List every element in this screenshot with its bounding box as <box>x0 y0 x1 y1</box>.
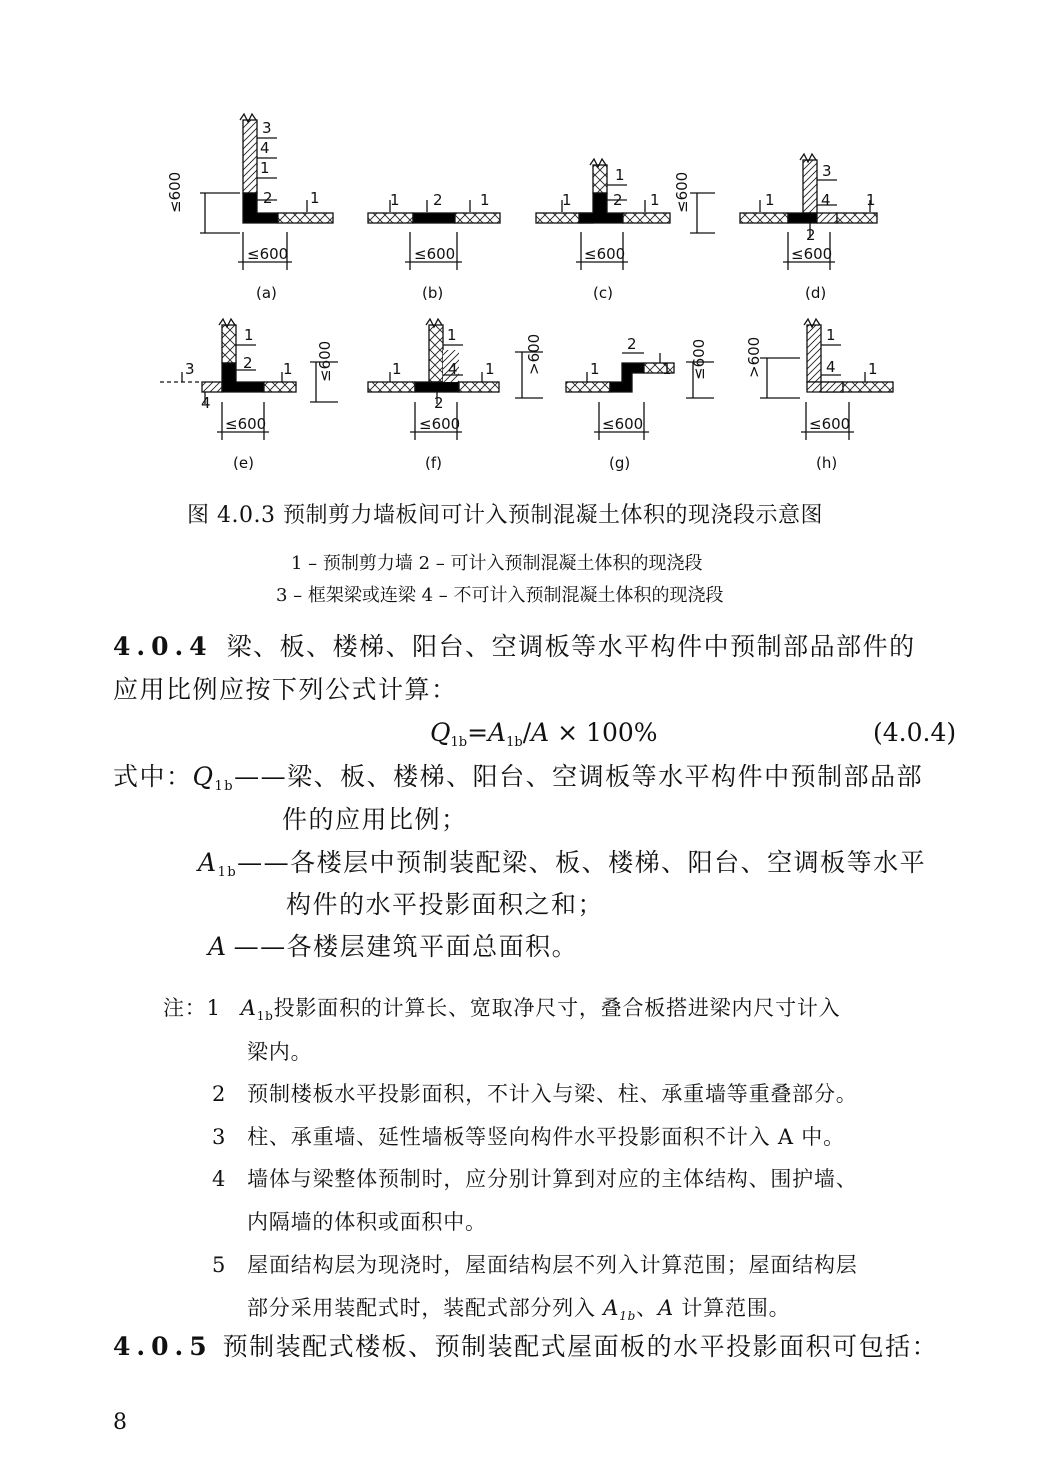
figure-4-0-3 <box>0 0 1058 490</box>
def2-sub: 1b <box>217 865 238 880</box>
formula-a: A <box>531 718 550 747</box>
panel-label-h: (h) <box>816 454 838 472</box>
formula-eq: = <box>467 718 489 747</box>
panel-label-b: (b) <box>422 284 444 302</box>
component-number: 4 <box>821 191 831 209</box>
note-5-sub: 1b <box>619 1309 637 1323</box>
figure-caption: 图 4.0.3 预制剪力墙板间可计入预制混凝土体积的现浇段示意图 <box>187 503 823 528</box>
note-5-text-2c: 计算范围。 <box>673 1296 791 1320</box>
component-number: 3 <box>185 360 195 378</box>
component-number: 1 <box>562 191 572 209</box>
note-1-cont: 梁内。 <box>247 1040 313 1064</box>
component-number: 1 <box>662 360 672 378</box>
component-number: 2 <box>433 191 443 209</box>
dimension-label: ≤600 <box>225 415 267 433</box>
note-5-symbol: A <box>603 1296 620 1320</box>
note-1-symbol: A <box>240 996 257 1020</box>
dimension-label: >600 <box>745 336 763 378</box>
component-number: 1 <box>868 360 878 378</box>
note-5-text-2a: 部分采用装配式时，装配式部分列入 <box>247 1296 604 1320</box>
figure-legend-line-1: 1 – 预制剪力墙 2 – 可计入预制混凝土体积的现浇段 <box>291 553 703 574</box>
panel-label-g: (g) <box>609 454 631 472</box>
note-1 <box>163 992 840 1023</box>
panel-label-d: (d) <box>805 284 827 302</box>
def1-sub: 1b <box>214 779 235 794</box>
panel-label-a: (a) <box>256 284 277 302</box>
dimension-label: ≤600 <box>166 171 184 213</box>
formula-a1b-sub: 1b <box>506 735 523 750</box>
component-number: 1 <box>485 360 495 378</box>
dimension-label: ≤600 <box>673 171 691 213</box>
panel-label-c: (c) <box>593 284 613 302</box>
note-3-text: 柱、承重墙、延性墙板等竖向构件水平投影面积不计入 A 中。 <box>247 1125 845 1149</box>
component-number: 1 <box>447 326 457 344</box>
component-number: 1 <box>826 326 836 344</box>
dimension-label: ≤600 <box>316 340 334 382</box>
dimension-label: >600 <box>525 333 543 375</box>
component-number: 1 <box>866 191 876 209</box>
component-number: 1 <box>480 191 490 209</box>
formula-4-0-4 <box>430 720 658 749</box>
section-4-0-5 <box>113 1334 938 1359</box>
def2-text: ——各楼层中预制装配梁、板、楼梯、阳台、空调板等水平 <box>237 848 927 877</box>
page-number: 8 <box>113 1410 127 1435</box>
notes-prefix: 注： <box>163 996 207 1020</box>
def1-symbol: Q <box>192 762 215 791</box>
figure-legend-line-2: 3 – 框架梁或连梁 4 – 不可计入预制混凝土体积的现浇段 <box>276 585 724 606</box>
dimension-label: ≤600 <box>247 245 289 263</box>
def-a1b-cont: 构件的水平投影面积之和； <box>286 890 605 919</box>
section-4-0-4-line-2: 应用比例应按下列公式计算： <box>113 675 458 704</box>
note-3 <box>212 1121 845 1151</box>
formula-div: / <box>522 718 532 747</box>
component-number: 1 <box>650 191 660 209</box>
note-5-text: 屋面结构层为现浇时，屋面结构层不列入计算范围；屋面结构层 <box>247 1253 858 1277</box>
component-number: 1 <box>390 191 400 209</box>
section-4-0-4-text-1: 梁、板、楼梯、阳台、空调板等水平构件中预制部品部件的 <box>226 632 916 661</box>
dimension-label: ≤600 <box>690 338 708 380</box>
note-5-number: 5 <box>212 1253 227 1277</box>
formula-q-sub: 1b <box>450 735 468 750</box>
note-5-text-2b: 、 <box>636 1296 658 1320</box>
formula-number: (4.0.4) <box>873 718 957 747</box>
component-number: 4 <box>201 394 211 412</box>
dimension-label: ≤600 <box>419 415 461 433</box>
note-4-text: 墙体与梁整体预制时，应分别计算到对应的主体结构、围护墙、 <box>247 1167 858 1191</box>
note-1-number: 1 <box>206 996 221 1020</box>
panel-label-e: (e) <box>233 454 254 472</box>
component-number: 4 <box>826 358 836 376</box>
section-4-0-5-text: 预制装配式楼板、预制装配式屋面板的水平投影面积可包括： <box>222 1332 939 1361</box>
note-2 <box>212 1078 858 1108</box>
section-4-0-4-line-1 <box>113 634 916 659</box>
def3-text: ——各楼层建筑平面总面积。 <box>233 932 579 961</box>
def-q1b-cont: 件的应用比例； <box>282 805 468 834</box>
panel-label-f: (f) <box>425 454 442 472</box>
note-4 <box>212 1163 858 1193</box>
note-1-sub: 1b <box>256 1009 274 1023</box>
def-a <box>208 934 578 959</box>
formula-rest: × 100% <box>549 718 658 747</box>
formula-q: Q <box>430 718 451 747</box>
component-number: 1 <box>615 166 625 184</box>
dimension-label: ≤600 <box>414 245 456 263</box>
component-number: 1 <box>283 360 293 378</box>
def-q1b <box>113 764 923 793</box>
component-number: 2 <box>263 189 273 207</box>
component-number: 2 <box>627 335 637 353</box>
note-4-number: 4 <box>212 1167 227 1191</box>
dimension-label: ≤600 <box>584 245 626 263</box>
note-2-number: 2 <box>212 1082 227 1106</box>
note-2-text: 预制楼板水平投影面积，不计入与梁、柱、承重墙等重叠部分。 <box>247 1082 858 1106</box>
def1-text: ——梁、板、楼梯、阳台、空调板等水平构件中预制部品部 <box>234 762 924 791</box>
where-prefix: 式中： <box>113 762 193 791</box>
def2-symbol: A <box>198 848 218 877</box>
component-number: 1 <box>244 326 254 344</box>
component-number: 2 <box>613 191 623 209</box>
note-5 <box>212 1249 858 1279</box>
component-number: 4 <box>260 139 270 157</box>
dimension-label: ≤600 <box>809 415 851 433</box>
note-4-cont: 内隔墙的体积或面积中。 <box>247 1210 487 1234</box>
note-5-cont <box>247 1292 790 1323</box>
dimension-label: ≤600 <box>602 415 644 433</box>
component-number: 3 <box>262 119 272 137</box>
def3-symbol: A <box>208 932 228 961</box>
note-5-symbol-2: A <box>657 1296 674 1320</box>
component-number: 4 <box>448 360 458 378</box>
component-number: 1 <box>392 360 402 378</box>
formula-a1b: A <box>488 718 507 747</box>
note-3-number: 3 <box>212 1125 227 1149</box>
component-number: 1 <box>260 159 270 177</box>
component-number: 2 <box>243 354 253 372</box>
component-number: 1 <box>590 360 600 378</box>
component-number: 1 <box>765 191 775 209</box>
def-a1b <box>198 850 926 879</box>
component-number: 2 <box>806 226 816 244</box>
panel-d <box>690 154 877 270</box>
component-number: 3 <box>822 162 832 180</box>
section-number-4-0-5: 4.0.5 <box>113 1332 213 1361</box>
note-1-text: 投影面积的计算长、宽取净尺寸，叠合板搭进梁内尺寸计入 <box>273 996 841 1020</box>
component-number: 1 <box>310 189 320 207</box>
dimension-label: ≤600 <box>791 245 833 263</box>
component-number: 2 <box>434 394 444 412</box>
section-number-4-0-4: 4.0.4 <box>113 632 213 661</box>
